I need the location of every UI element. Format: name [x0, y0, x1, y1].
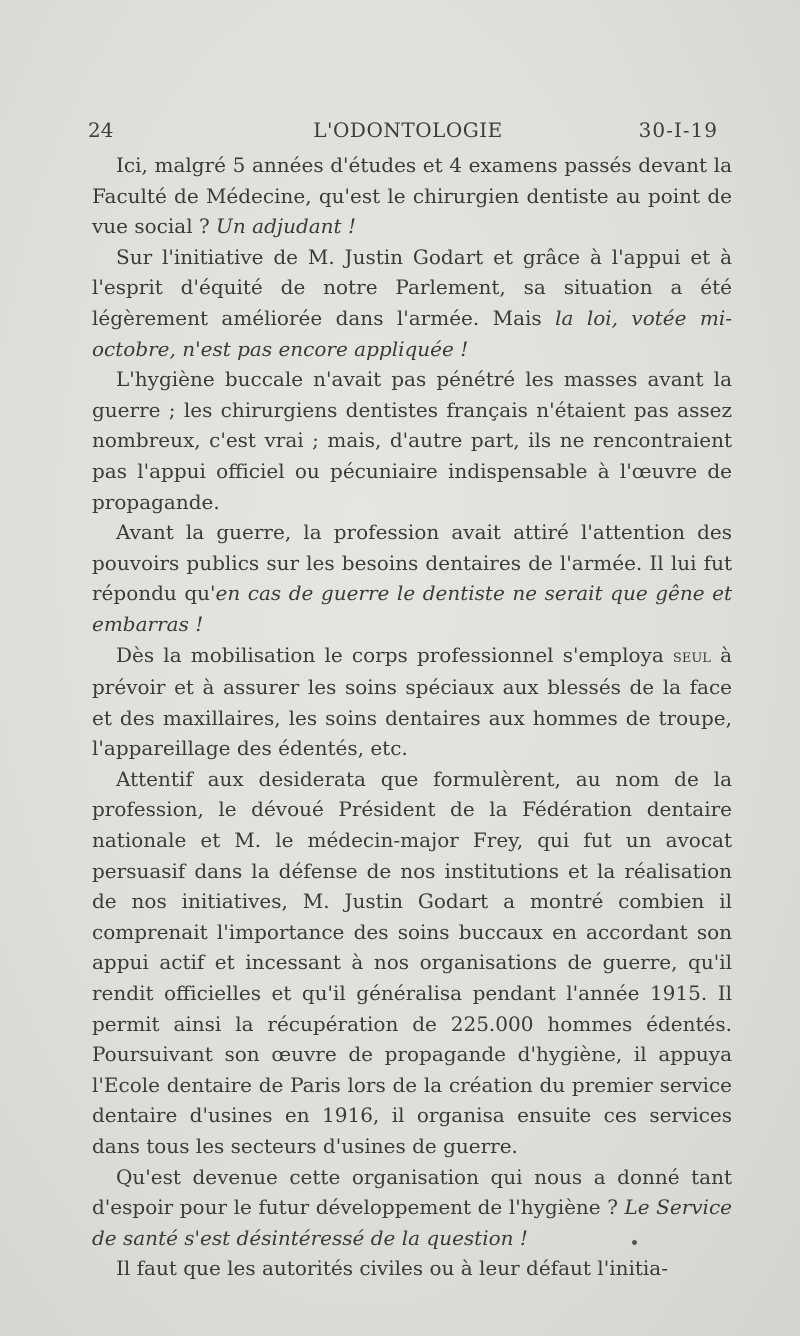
- body-text: [92, 150, 732, 1284]
- text-run: Ici, malgré 5 années d'études et 4 examens passés devant la Faculté de Médecine, qu'est le chirurgien dentiste au point de vue social ?: [92, 153, 732, 239]
- text-run: Dès la mobilisation le corps professionnel s'employa: [116, 642, 673, 667]
- running-title: L'ODONTOLOGIE: [313, 118, 503, 142]
- paragraph: [92, 150, 732, 242]
- paragraph: [92, 1253, 732, 1284]
- smallcaps-text: seul: [672, 645, 711, 667]
- text-run: Attentif aux desiderata que formulèrent, au nom de la profession, le dévoué Président de la Fédération dentaire nationale et M. le médecin-major Frey, qui fut un avocat persuasif dans la défense de nos institutions et la réalisation de nos initiatives, M. Justin Godart a montré combien il comprenait l'importance des soins buccaux en accordant son appui actif et incessant à nos organisations de guerre, qu'il rendit officielles et qu'il généralisa pendant l'année 1915. Il permit ainsi la récupération de 225.000 hommes édentés. Poursuivant son œuvre de propagande d'hygiène, il appuya l'Ecole dentaire de Paris lors de la création du premier service dentaire d'usines en 1916, il organisa ensuite ces services dans tous les secteurs d'usines de guerre.: [92, 766, 732, 1158]
- text-run: Qu'est devenue cette organisation qui nous a donné tant d'espoir pour le futur développement de l'hygiène ?: [92, 1164, 732, 1220]
- text-run: à prévoir et à assurer les soins spéciaux aux blessés de la face et des maxillaires, les soins dentaires aux hommes de troupe, l'appareillage des édentés, etc.: [92, 642, 732, 761]
- page-number: 24: [88, 118, 114, 142]
- issue-date: 30-I-19: [638, 118, 718, 142]
- paragraph: [92, 517, 732, 639]
- paragraph: [92, 242, 732, 364]
- ink-speck: [632, 1240, 637, 1245]
- italic-text: en cas de guerre le dentiste ne serait que gêne et embarras !: [92, 581, 732, 636]
- text-run: Sur l'initiative de M. Justin Godart et grâce à l'appui et à l'esprit d'équité de notre Parlement, sa situation a été légèrement améliorée dans l'armée. Mais: [92, 244, 732, 330]
- text-run: Il faut que les autorités civiles ou à leur défaut l'initia-: [116, 1256, 668, 1281]
- paragraph: [92, 640, 732, 764]
- italic-text: Le Service de santé s'est désintéressé de la question !: [92, 1195, 732, 1250]
- italic-text: Un adjudant !: [216, 214, 356, 239]
- italic-text: la loi, votée mi-octobre, n'est pas encore appliquée !: [92, 305, 732, 361]
- running-header: [88, 118, 728, 148]
- text-run: Avant la guerre, la profession avait attiré l'attention des pouvoirs publics sur les besoins dentaires de l'armée. Il lui fut répondu qu': [92, 520, 732, 606]
- paragraph: [92, 764, 732, 1162]
- paragraph: [92, 364, 732, 517]
- text-run: L'hygiène buccale n'avait pas pénétré les masses avant la guerre ; les chirurgiens dentistes français n'étaient pas assez nombreux, c'est vrai ; mais, d'autre part, ils ne rencontraient pas l'appui officiel ou pécuniaire indispensable à l'œuvre de propagande.: [92, 367, 732, 514]
